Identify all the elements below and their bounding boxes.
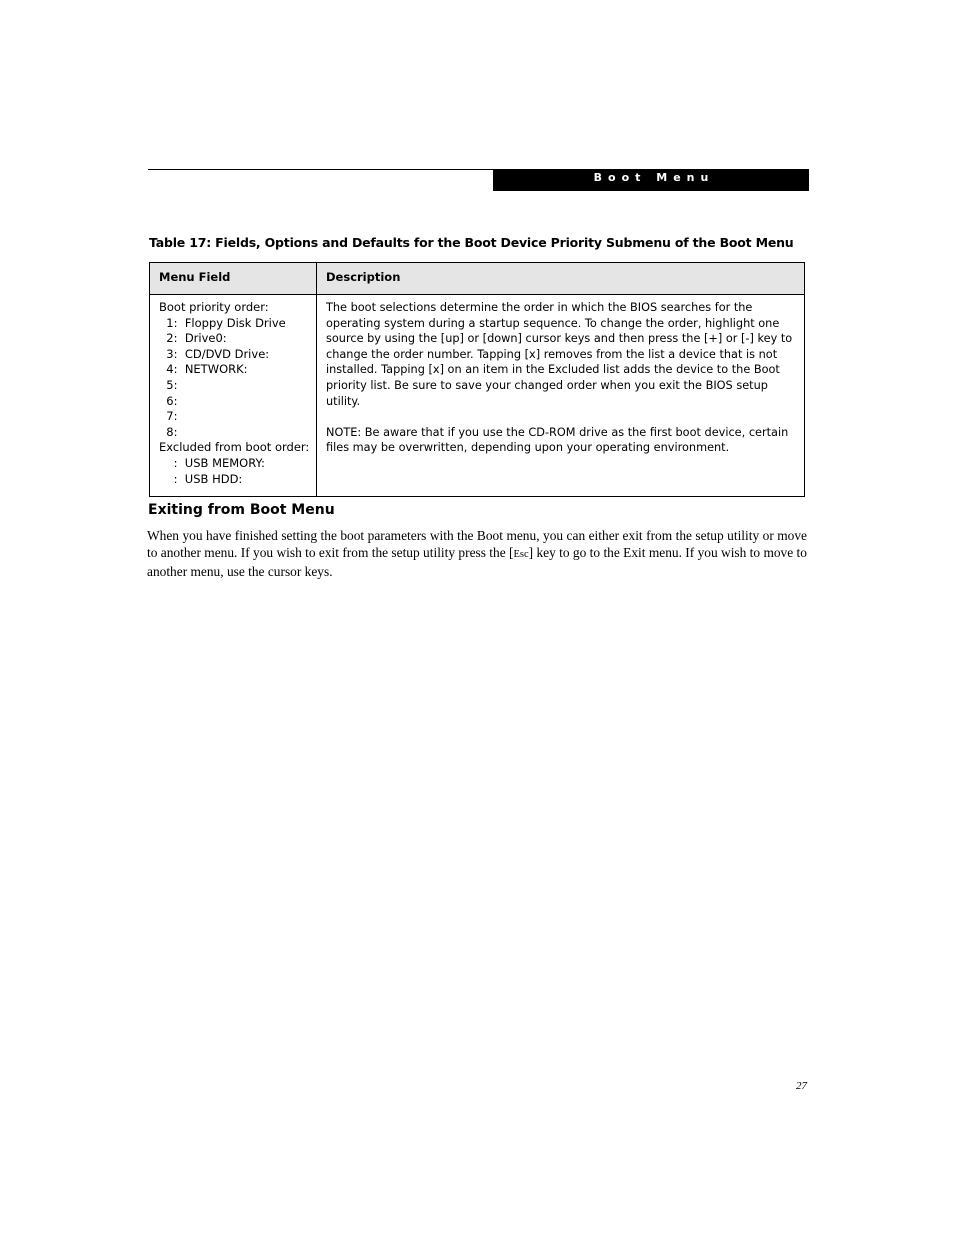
field-line: 3: CD/DVD Drive:	[159, 346, 270, 361]
body-text-start: When you have finished setting the boot parameters with the Boot menu, you can either exit from the setup utility or move to another menu. If you wish to exit from the setup utility press the [	[147, 528, 807, 560]
section-body	[147, 527, 807, 580]
field-line: 7:	[159, 409, 178, 424]
field-line: 4: NETWORK:	[159, 362, 248, 377]
table-title: Table 17: Fields, Options and Defaults for the Boot Device Priority Submenu of the Boot Menu	[149, 235, 794, 250]
description-note: NOTE: Be aware that if you use the CD-ROM drive as the first boot device, certain files may be overwritten, depending upon your operating environment.	[326, 425, 789, 455]
page-number: 27	[796, 1080, 807, 1092]
esc-key-label: Esc	[513, 549, 529, 560]
field-line: 2: Drive0:	[159, 331, 227, 346]
field-line: 6:	[159, 393, 178, 408]
column-divider	[316, 263, 317, 496]
field-line: Excluded from boot order:	[159, 440, 310, 455]
field-line: : USB MEMORY:	[159, 455, 265, 470]
column-header-menu-field: Menu Field	[159, 270, 231, 284]
description-paragraph: The boot selections determine the order in which the BIOS searches for the operating system during a startup sequence. To change the order, highlight one source by using the [up] or [down] cursor keys and then press the [+] or [-] key to change the order number. Tapping [x] removes from the list a device that is not installed. Tapping [x] on an item in the Excluded list adds the device to the Boot priority list. Be sure to save your changed order when you exit the BIOS setup utility.	[326, 301, 793, 408]
field-line: Boot priority order:	[159, 300, 269, 314]
section-heading: Exiting from Boot Menu	[148, 502, 335, 518]
header-rule	[148, 169, 493, 170]
column-header-description: Description	[326, 270, 401, 284]
description-cell	[326, 300, 796, 456]
boot-priority-table	[149, 262, 805, 497]
menu-field-cell	[159, 300, 309, 487]
section-header-bar: Boot Menu	[493, 169, 809, 191]
table-header-row	[150, 263, 804, 295]
field-line: : USB HDD:	[159, 471, 243, 486]
field-line: 5:	[159, 377, 178, 392]
body-text-end: ] key to go to the Exit menu. If you wish to move to another menu, use the cursor keys.	[147, 545, 807, 579]
field-line: 8:	[159, 424, 178, 439]
field-line: 1: Floppy Disk Drive	[159, 315, 286, 330]
